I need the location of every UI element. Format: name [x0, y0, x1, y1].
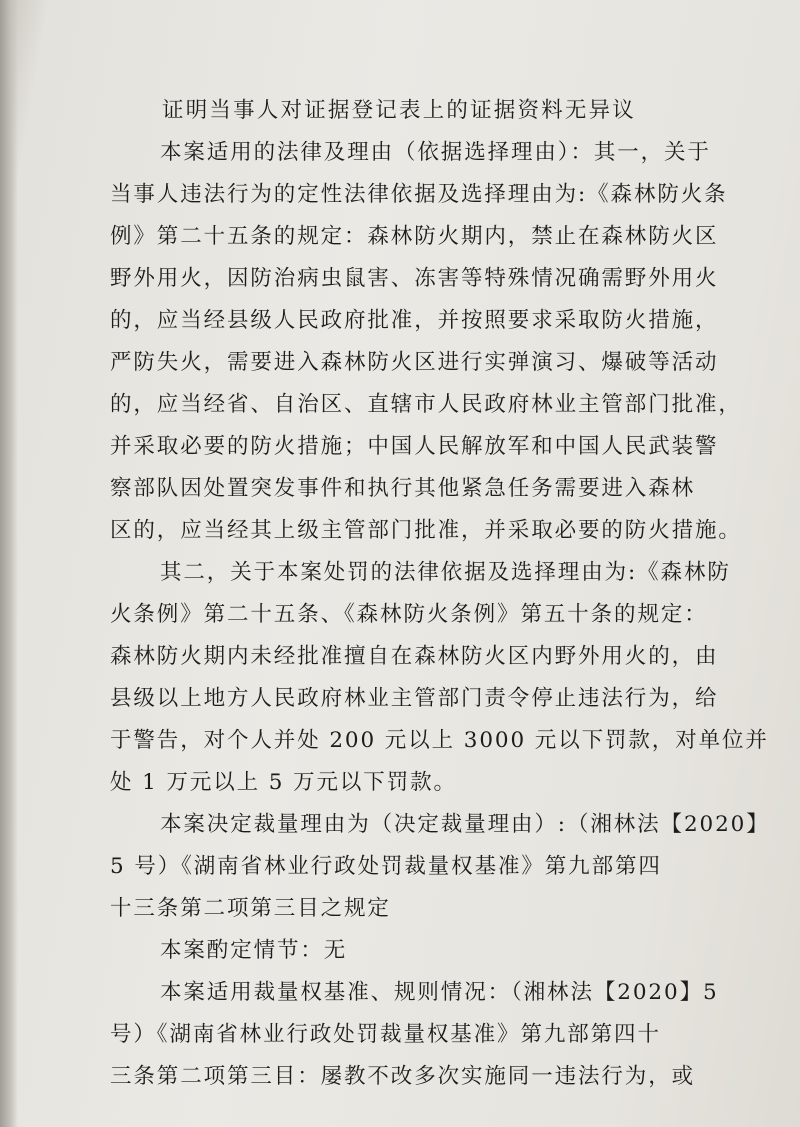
text-line-23: 号）《湖南省林业行政处罚裁量权基准》第九部第四十 — [110, 1022, 661, 1047]
text-line-16: 于警告，对个人并处 200 元以上 3000 元以下罚款，对单位并 — [110, 728, 769, 753]
text-line-13: 火条例》第二十五条、《森林防火条例》第五十条的规定： — [110, 602, 708, 627]
text-line-15: 县级以上地方人民政府林业主管部门责令停止违法行为，给 — [110, 686, 719, 711]
text-line-7: 严防失火，需要进入森林防火区进行实弹演习、爆破等活动 — [110, 350, 719, 375]
page-edge-shadow — [0, 0, 18, 1127]
text-line-3: 当事人违法行为的定性法律依据及选择理由为:《森林防火条 — [110, 182, 728, 207]
text-line-2: 本案适用的法律及理由（依据选择理由）：其一，关于 — [160, 140, 711, 165]
text-line-21: 本案酌定情节：无 — [160, 938, 348, 963]
document-body — [110, 90, 770, 1098]
text-line-18: 本案决定裁量理由为（决定裁量理由）:（湘林法【2020】 — [160, 812, 770, 837]
text-line-20: 十三条第二项第三目之规定 — [110, 896, 391, 921]
text-line-1: 证明当事人对证据登记表上的证据资料无异议 — [162, 98, 637, 123]
text-line-8: 的，应当经省、自治区、直辖市人民政府林业主管部门批准， — [110, 392, 742, 417]
text-line-6: 的，应当经县级人民政府批准，并按照要求采取防火措施， — [110, 308, 719, 333]
text-line-11: 区的，应当经其上级主管部门批准，并采取必要的防火措施。 — [110, 518, 742, 543]
text-line-24: 三条第二项第三目：屡教不改多次实施同一违法行为，或 — [110, 1064, 696, 1089]
text-line-12: 其二，关于本案处罚的法律依据及选择理由为:《森林防 — [160, 560, 731, 585]
text-line-22: 本案适用裁量权基准、规则情况：（湘林法【2020】5 — [160, 980, 719, 1005]
text-line-19: 5 号）《湖南省林业行政处罚裁量权基准》第九部第四 — [110, 854, 662, 879]
text-line-5: 野外用火，因防治病虫鼠害、冻害等特殊情况确需野外用火 — [110, 266, 719, 291]
text-line-10: 察部队因处置突发事件和执行其他紧急任务需要进入森林 — [110, 476, 696, 501]
text-line-14: 森林防火期内未经批准擅自在森林防火区内野外用火的，由 — [110, 644, 719, 669]
text-line-17: 处 1 万元以上 5 万元以下罚款。 — [110, 770, 457, 795]
text-line-9: 并采取必要的防火措施；中国人民解放军和中国人民武装警 — [110, 434, 719, 459]
text-line-4: 例》第二十五条的规定：森林防火期内，禁止在森林防火区 — [110, 224, 719, 249]
